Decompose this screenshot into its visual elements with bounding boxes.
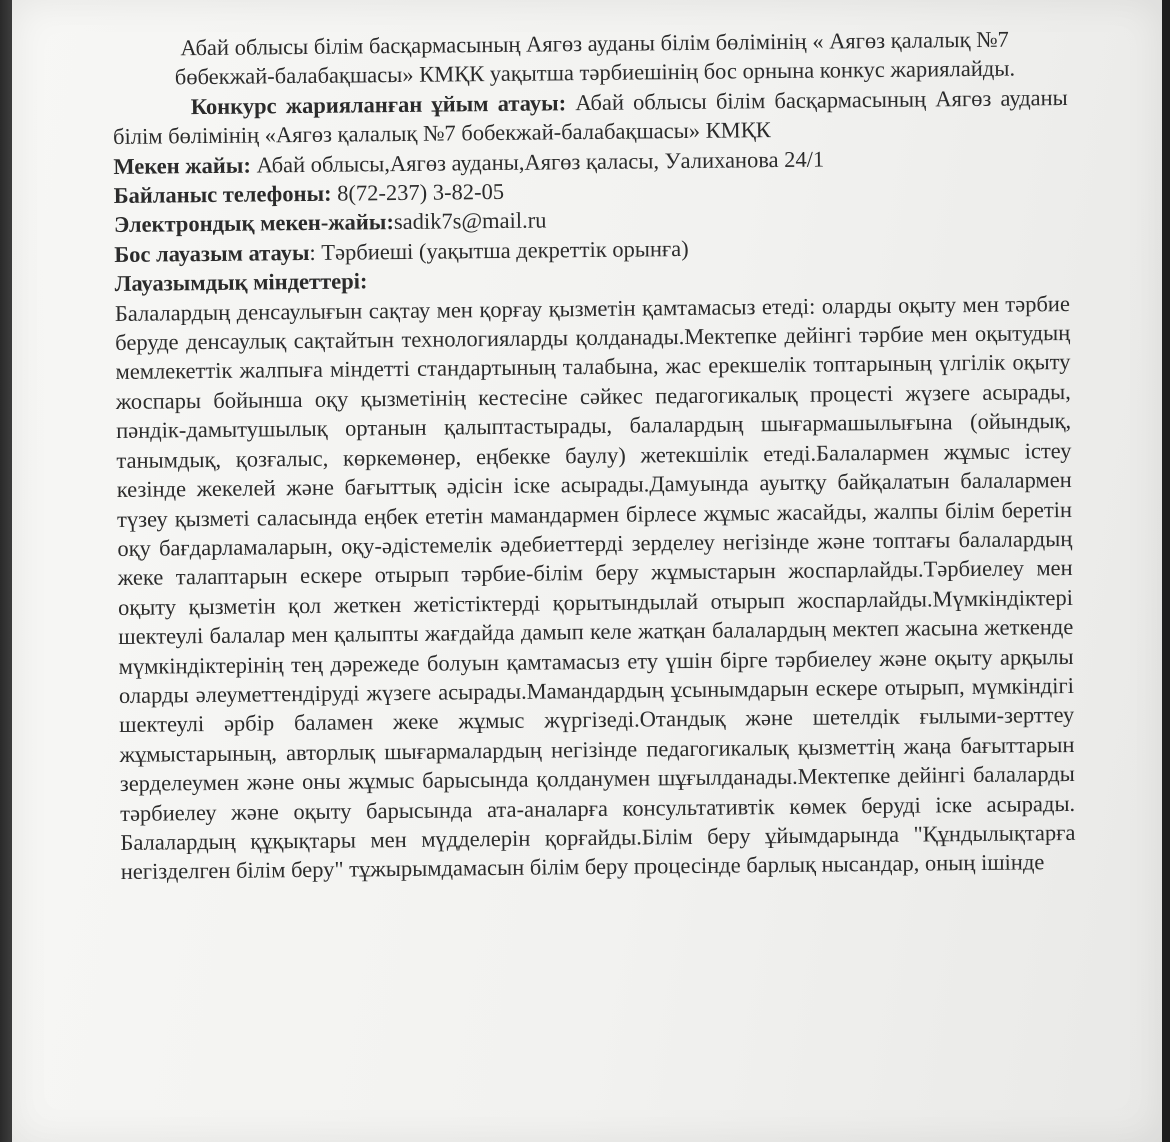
- address-label: Мекен жайы:: [113, 152, 252, 179]
- document-heading: Абай облысы білім басқармасының Аягөз ауданы білім бөлімінің « Аягөз қалалық №7 бөбекжай-балабақшасы» КМҚК уақытша тәрбиешінің бос орнына конкус жариялайды.: [174, 26, 1016, 90]
- email-label: Электрондық мекен-жайы:: [113, 209, 395, 238]
- phone-value: 8(72-237) 3-82-05: [331, 178, 505, 206]
- organization-field: [113, 83, 1069, 152]
- address-value: Абай облысы,Аягөз ауданы,Аягөз қаласы, Уалиханова 24/1: [250, 146, 825, 178]
- position-value: : Тәрбиеші (уақытша декреттік орынға): [309, 235, 689, 265]
- duties-text: Балалардың денсаулығын сақтау мен қорғау қызметін қамтамасыз етеді: оларды оқыту мен тәрбие беруде денсаулық сақтайтын технологияларды қолданады.Мектепке дейінгі тәрбие мен оқытудың мемлекеттік жалпыға міндетті стандартының талабына, жас ерекшелік топтарының үлгілік оқыту жоспары бойынша оқу қызметінің кестесіне сәйкес педагогикалық процесті жүзеге асырады, пәндік-дамытушылық ортанын қалыптастырады, балалардың шығармашылығына (ойындық, танымдық, қозғалыс, көркемөнер, еңбекке баулу) жетекшілік етеді.Балалармен жұмыс істеу кезінде жекелей және бағыттық әдісін іске асырады.Дамуында ауытқу байқалатын балалармен түзеу қызметі саласында еңбек ететін мамандармен бірлесе жұмыс жасайды, жалпы білім беретін оқу бағдарламаларын, оқу-әдістемелік әдебиеттерді зерделеу негізінде және топтағы балалардың жеке талаптарын ескере отырып тәрбие-білім беру жұмыстарын жоспарлайды.Тәрбиелеу мен оқыту қызметін қол жеткен жетістіктерді қорытындылай отырып жоспарлайды.Мүмкіндіктері шектеулі балалар мен қалыпты жағдайда дамып келе жатқан балалардың мектеп жасына жеткенде мүмкіндіктерінің тең дәрежеде болуын қамтамасыз ету үшін бірге тәрбиелеу және оқыту арқылы оларды әлеуметтендіруді жүзеге асырады.Мамандардың ұсынымдарын ескере отырып, мүмкіндігі шектеулі әрбір баламен жеке жұмыс жүргізеді.Отандық және шетелдік ғылыми-зерттеу жұмыстарының, авторлық шығармалардың негізінде педагогикалық қызметтің жаңа бағыттарын зерделеумен және оны жұмыс барысында қолданумен шұғылданады.Мектепке дейінгі балаларды тәрбиелеу және оқыту барысында ата-аналарға консультативтік көмек беруді іске асырады. Балалардың құқықтары мен мүдделерін қорғайды.Білім беру ұйымдарында "Құндылықтарға негізделген білім беру" тұжырымдамасын білім беру процесінде барлық нысандар, оның ішінде: [114, 290, 1076, 885]
- position-label: Бос лауазым атауы: [114, 239, 310, 267]
- phone-label: Байланыс телефоны:: [113, 180, 332, 209]
- organization-value: Абай облысы білім басқармасының Аягөз ауданы білім бөлімінің «Аягөз қалалық №7 бобекжай-балабақшасы» КМҚК: [112, 84, 1068, 150]
- paper-sheet: [12, 0, 1162, 1142]
- announcement-document: [112, 24, 1076, 887]
- email-value: sadik7s@mail.ru: [393, 207, 547, 235]
- duties-title: Лауазымдық міндеттері:: [114, 268, 368, 297]
- organization-label: Конкурс жарияланған ұйым атауы:: [190, 90, 567, 119]
